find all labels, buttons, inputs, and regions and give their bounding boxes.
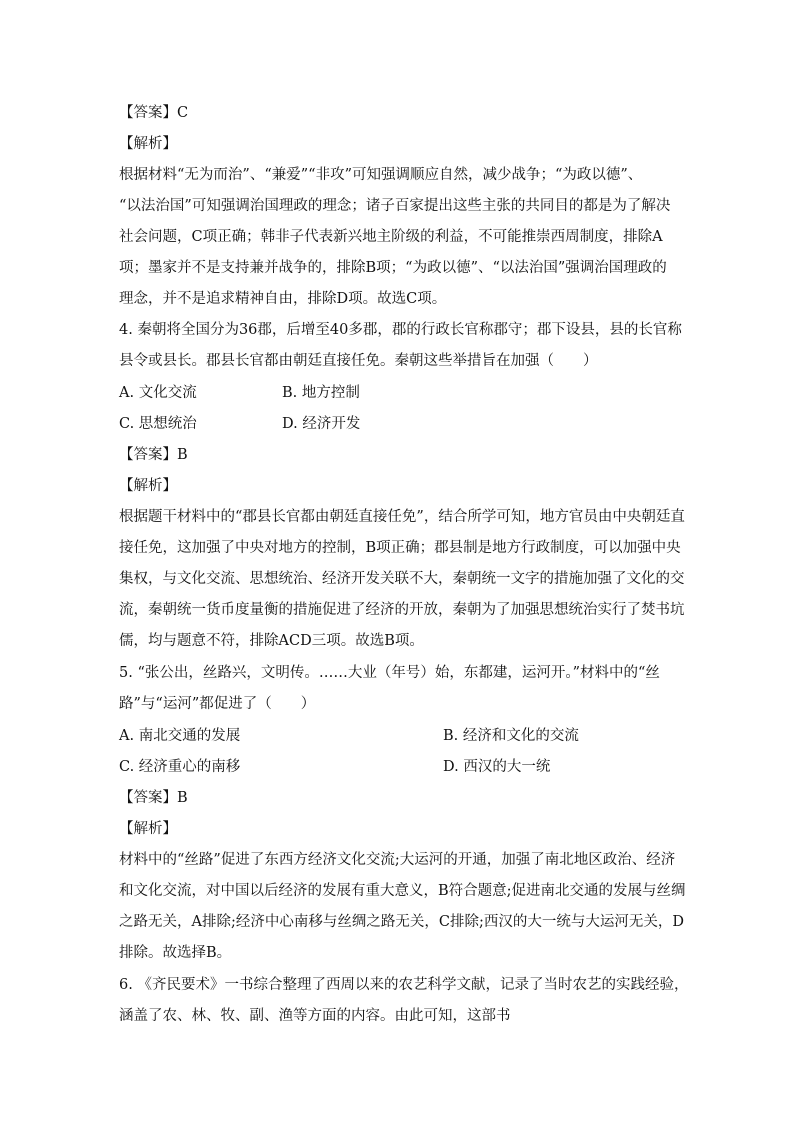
q3-answer: 【答案】C bbox=[119, 105, 189, 121]
q4-analysis-line: 接任免，这加强了中央对地方的控制，B项正确；郡县制是地方行政制度，可以加强中央 bbox=[119, 540, 681, 556]
q3-analysis-line: 根据材料“无为而治”、“兼爱”“非攻”可知强调顺应自然，减少战争；“为政以德”、 bbox=[119, 167, 643, 183]
q4-stem-line: 4. 秦朝将全国分为36郡，后增至40多郡，郡的行政长官称郡守；郡下设县，县的长官称 bbox=[119, 322, 682, 338]
q4-analysis-line: 集权，与文化交流、思想统治、经济开发关联不大，秦朝统一文字的措施加强了文化的交 bbox=[119, 571, 685, 587]
q4-option-b: B. 地方控制 bbox=[282, 385, 360, 401]
q4-analysis-line: 儒，均与题意不符，排除ACD三项。故选B项。 bbox=[119, 633, 424, 649]
q4-option-c: C. 思想统治 bbox=[119, 416, 197, 432]
q5-analysis-line: 排除。故选择B。 bbox=[119, 945, 232, 961]
q5-analysis-line: 和文化交流，对中国以后经济的发展有重大意义，B符合题意;促进南北交通的发展与丝绸 bbox=[119, 883, 686, 899]
q4-answer: 【答案】B bbox=[119, 447, 188, 463]
q3-analysis-line: 社会问题，C项正确；韩非子代表新兴地主阶级的利益，不可能推崇西周制度，排除A bbox=[119, 229, 663, 245]
q5-option-d: D. 西汉的大一统 bbox=[443, 759, 551, 775]
q5-option-b: B. 经济和文化的交流 bbox=[443, 728, 579, 744]
q5-analysis-line: 材料中的“丝路”促进了东西方经济文化交流;大运河的开通，加强了南北地区政治、经济 bbox=[119, 852, 676, 868]
q4-analysis-line: 流，秦朝统一货币度量衡的措施促进了经济的开放，秦朝为了加强思想统治实行了焚书坑 bbox=[119, 602, 685, 618]
q3-analysis-heading: 【解析】 bbox=[119, 136, 177, 152]
q3-analysis-line: 理念，并不是追求精神自由，排除D项。故选C项。 bbox=[119, 291, 447, 307]
q4-option-d: D. 经济开发 bbox=[282, 416, 361, 432]
q4-stem-line: 县令或县长。郡县长官都由朝廷直接任免。秦朝这些举措旨在加强（ ） bbox=[119, 353, 598, 369]
q4-analysis-heading: 【解析】 bbox=[119, 478, 177, 494]
q5-analysis-heading: 【解析】 bbox=[119, 821, 177, 837]
q6-stem-line: 6. 《齐民要术》一书综合整理了西周以来的农艺科学文献，记录了当时农艺的实践经验， bbox=[119, 977, 689, 993]
q5-option-c: C. 经济重心的南移 bbox=[119, 759, 241, 775]
q5-analysis-line: 之路无关，A排除;经济中心南移与丝绸之路无关，C排除;西汉的大一统与大运河无关，D bbox=[119, 914, 684, 930]
q5-stem-line: 5. “张公出，丝路兴，文明传。……大业（年号）始，东都建，运河开。”材料中的“丝 bbox=[119, 665, 660, 681]
q6-stem-line: 涵盖了农、林、牧、副、渔等方面的内容。由此可知，这部书 bbox=[119, 1008, 511, 1024]
q3-analysis-line: 项；墨家并不是支持兼并战争的，排除B项；“为政以德”、“以法治国”强调治国理政的 bbox=[119, 260, 667, 276]
q3-analysis-line: “以法治国”可知强调治国理政的理念；诸子百家提出这些主张的共同目的都是为了解决 bbox=[119, 198, 671, 214]
q5-stem-line: 路”与“运河”都促进了（ ） bbox=[119, 696, 316, 712]
q4-option-a: A. 文化交流 bbox=[119, 385, 197, 401]
q5-option-a: A. 南北交通的发展 bbox=[119, 728, 241, 744]
q5-answer: 【答案】B bbox=[119, 790, 188, 806]
q4-analysis-line: 根据题干材料中的“郡县长官都由朝廷直接任免”，结合所学可知，地方官员由中央朝廷直 bbox=[119, 509, 685, 525]
